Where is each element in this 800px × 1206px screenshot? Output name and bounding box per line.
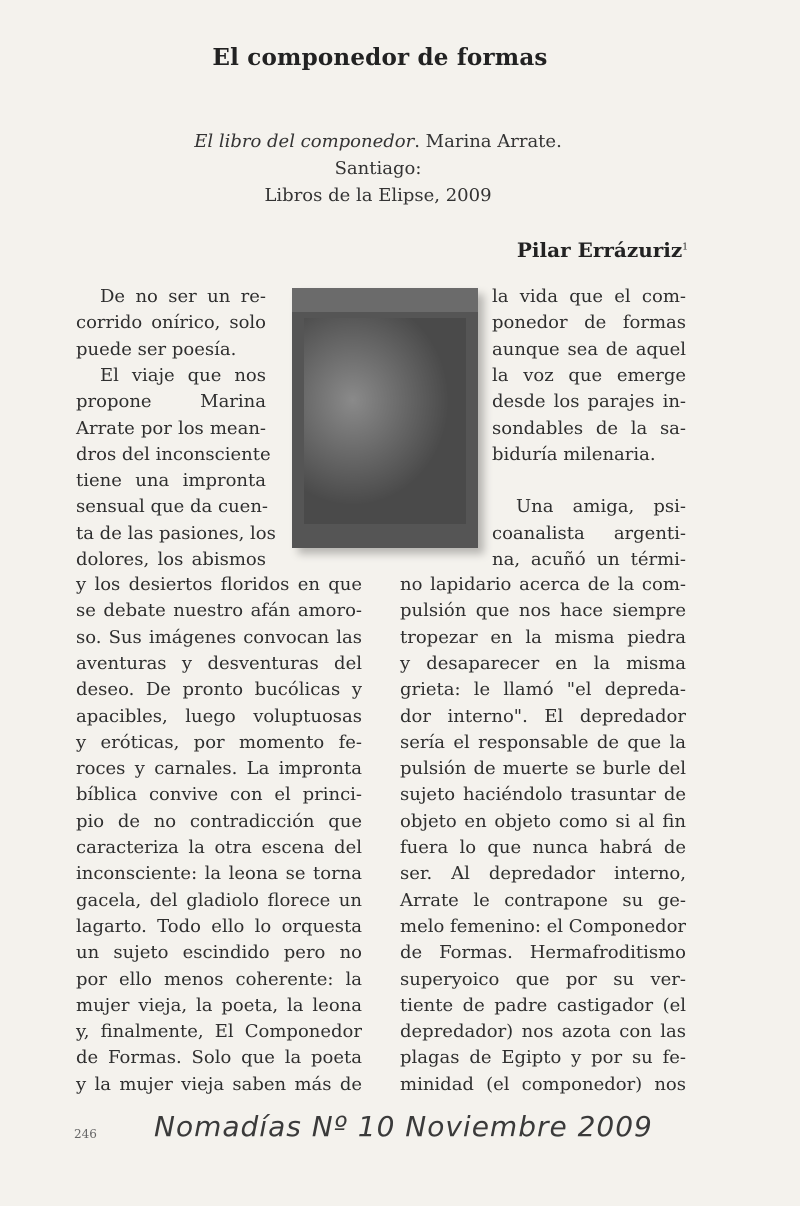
- article-title: El componedor de formas: [212, 44, 548, 71]
- text-line: sería el responsable de que la: [400, 731, 686, 753]
- text-line: no lapidario acerca de la com-: [400, 574, 686, 595]
- text-line: tropezar en la misma piedra: [400, 626, 686, 648]
- text-line: sensual que da cuen-: [76, 496, 268, 518]
- book-reference-rest: . Marina Arrate. Santiago:: [334, 131, 562, 179]
- book-reference: [150, 128, 606, 209]
- text-line: Arrate le contrapone su ge-: [400, 889, 686, 911]
- text-line: pulsión que nos hace siempre: [400, 600, 686, 622]
- text-line: minidad (el componedor) nos: [400, 1073, 686, 1095]
- text-line: y desaparecer en la misma: [400, 652, 686, 674]
- text-line: ser. Al depredador interno,: [400, 863, 686, 885]
- text-line: plagas de Egipto y por su fe-: [400, 1047, 686, 1069]
- text-line: bíblica convive con el princi-: [76, 784, 362, 806]
- text-line: fuera lo que nunca habrá de: [400, 837, 686, 858]
- text-line: El viaje que nos: [100, 364, 266, 386]
- text-line: coanalista argenti-: [492, 522, 686, 544]
- text-line: deseo. De pronto bucólicas y: [76, 679, 362, 701]
- journal-signature: Nomadías Nº 10 Noviembre 2009: [154, 1110, 653, 1143]
- text-line: inconsciente: la leona se torna: [76, 863, 362, 885]
- text-line: la vida que el com-: [492, 286, 686, 307]
- text-line: biduría milenaria.: [492, 443, 656, 465]
- text-line: de Formas. Solo que la poeta: [76, 1047, 362, 1069]
- text-line: Una amiga, psi-: [516, 496, 686, 518]
- text-line: melo femenino: el Componedor: [400, 915, 687, 937]
- book-cover-photo: [304, 318, 466, 524]
- text-line: puede ser poesía.: [76, 338, 237, 360]
- text-line: sondables de la sa-: [492, 417, 686, 439]
- text-line: gacela, del gladiolo florece un: [76, 889, 362, 911]
- book-title: El libro del componedor: [194, 131, 415, 152]
- text-line: y los desiertos floridos en que: [76, 574, 362, 595]
- text-line: propone Marina: [76, 391, 266, 413]
- text-line: desde los parajes in-: [492, 391, 686, 413]
- text-line: y la mujer vieja saben más de: [76, 1073, 362, 1095]
- text-line: tiente de padre castigador (el: [400, 994, 686, 1016]
- text-line: caracteriza la otra escena del: [76, 837, 362, 858]
- text-line: pio de no contradicción que: [76, 810, 362, 832]
- book-cover-image: [292, 288, 478, 548]
- page-number: 246: [74, 1127, 97, 1141]
- text-line: superyoico que por su ver-: [400, 968, 686, 990]
- text-line: dolores, los abismos: [76, 549, 266, 570]
- text-line: tiene una impronta: [76, 470, 266, 492]
- text-line: pulsión de muerte se burle del: [400, 758, 686, 780]
- text-line: y eróticas, por momento fe-: [76, 731, 362, 753]
- text-line: aventuras y desventuras del: [76, 652, 362, 674]
- text-line: la voz que emerge: [492, 364, 686, 386]
- text-line: lagarto. Todo ello lo orquesta: [76, 915, 362, 937]
- text-line: dros del inconsciente: [76, 443, 271, 465]
- text-line: De no ser un re-: [100, 286, 266, 307]
- text-line: Arrate por los mean-: [76, 417, 266, 439]
- text-line: de Formas. Hermafroditismo: [400, 942, 686, 964]
- text-line: corrido onírico, solo: [76, 312, 266, 334]
- text-line: grieta: le llamó "el depreda-: [400, 679, 686, 701]
- text-line: aunque sea de aquel: [492, 338, 686, 360]
- book-cover-band: [292, 288, 478, 312]
- text-line: por ello menos coherente: la: [76, 968, 362, 990]
- text-line: un sujeto escindido pero no: [76, 942, 362, 964]
- text-line: na, acuñó un térmi-: [492, 549, 686, 570]
- text-line: dor interno". El depredador: [400, 705, 686, 727]
- book-reference-publisher: Libros de la Elipse, 2009: [264, 185, 492, 206]
- author-name: [517, 238, 688, 262]
- text-line: so. Sus imágenes convocan las: [76, 626, 362, 648]
- text-line: sujeto haciéndolo trasuntar de: [400, 784, 686, 806]
- text-line: objeto en objeto como si al fin: [400, 810, 686, 832]
- text-line: mujer vieja, la poeta, la leona: [76, 994, 362, 1016]
- text-line: roces y carnales. La impronta: [76, 758, 362, 780]
- text-line: apacibles, luego voluptuosas: [76, 705, 362, 727]
- text-line: depredador) nos azota con las: [400, 1021, 686, 1043]
- text-line: ta de las pasiones, los: [76, 522, 276, 544]
- text-line: ponedor de formas: [492, 312, 686, 334]
- author-name-text: Pilar Errázuriz: [516, 238, 683, 262]
- footnote-mark: 1: [682, 242, 688, 253]
- text-line: y, finalmente, El Componedor: [76, 1021, 362, 1043]
- text-line: se debate nuestro afán amoro-: [76, 600, 362, 622]
